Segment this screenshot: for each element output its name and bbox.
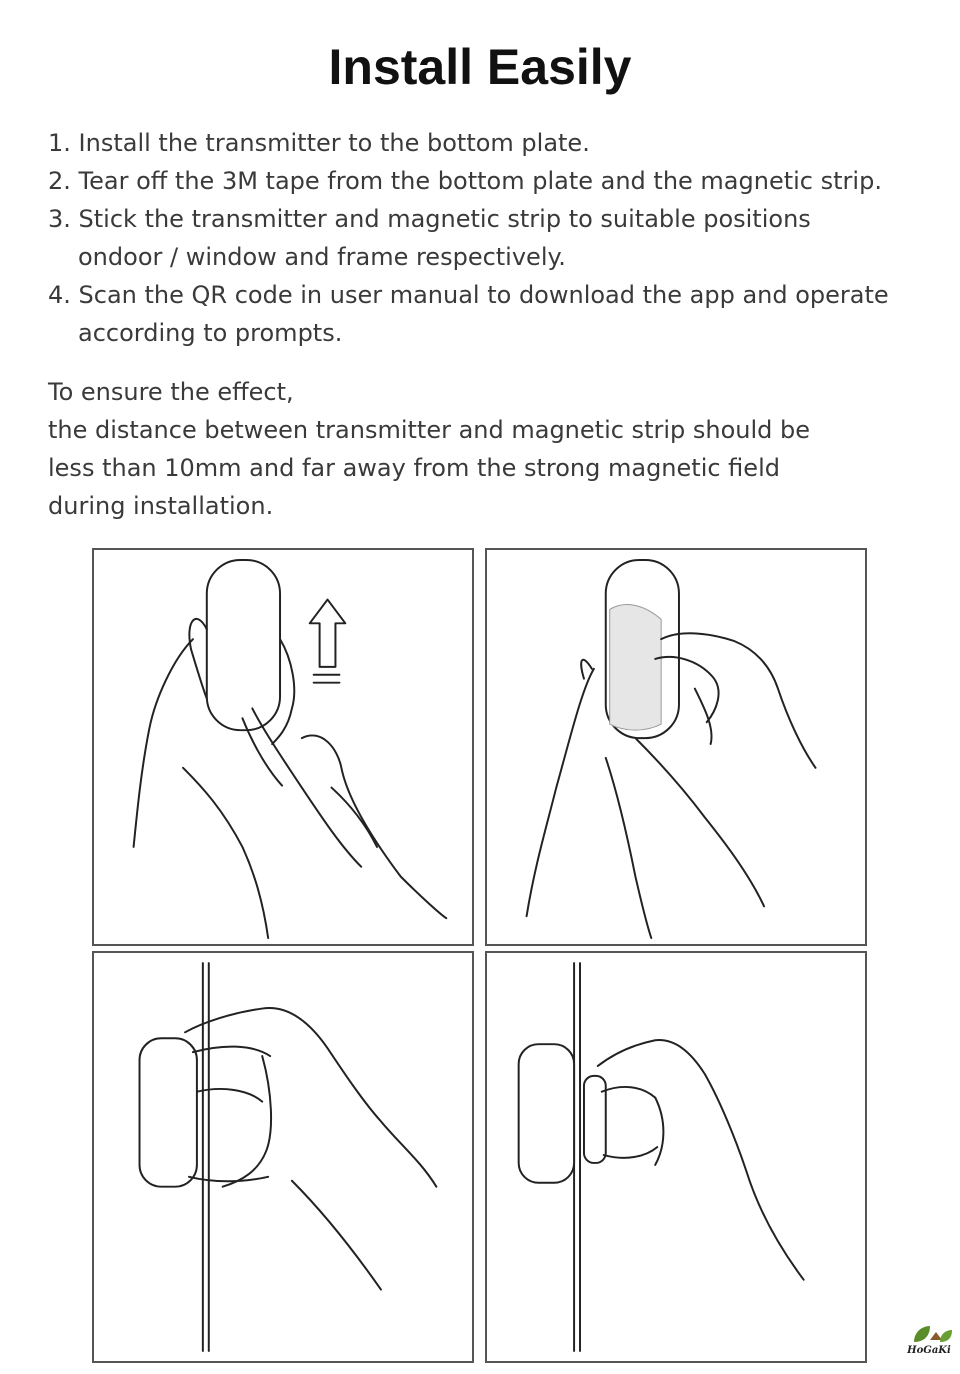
step-1: 1. Install the transmitter to the bottom plate.: [48, 129, 590, 157]
step-4: 4. Scan the QR code in user manual to download the app and operate: [48, 281, 889, 309]
illustration-install-transmitter: [92, 548, 474, 946]
hand-illustration: [94, 953, 472, 1361]
note-line-3: less than 10mm and far away from the strong magnetic field: [48, 454, 780, 482]
illustration-stick-transmitter: [92, 951, 474, 1363]
illustration-tear-tape: [485, 548, 867, 946]
install-steps: [48, 124, 928, 352]
hand-illustration: [487, 550, 865, 944]
step-2: 2. Tear off the 3M tape from the bottom plate and the magnetic strip.: [48, 167, 882, 195]
up-arrow-icon: [310, 600, 346, 683]
transmitter-device: [140, 1038, 197, 1186]
magnetic-strip: [584, 1076, 606, 1163]
illustration-stick-magnet: [485, 951, 867, 1363]
note-line-2: the distance between transmitter and magnetic strip should be: [48, 416, 811, 444]
hand-illustration: [487, 953, 865, 1361]
note-line-1: To ensure the effect,: [48, 378, 294, 406]
transmitter-device: [519, 1044, 574, 1183]
logo-text: HoGaKi: [907, 1345, 951, 1356]
transmitter-device: [207, 560, 280, 730]
page-title: Install Easily: [328, 39, 632, 95]
hand-illustration: [94, 550, 472, 944]
step-3: 3. Stick the transmitter and magnetic strip to suitable positions: [48, 205, 811, 233]
brand-logo: [900, 1322, 958, 1362]
install-note: [48, 373, 928, 525]
step-4-continued: according to prompts.: [78, 319, 343, 347]
step-3-continued: ondoor / window and frame respectively.: [78, 243, 566, 271]
note-line-4: during installation.: [48, 492, 274, 520]
